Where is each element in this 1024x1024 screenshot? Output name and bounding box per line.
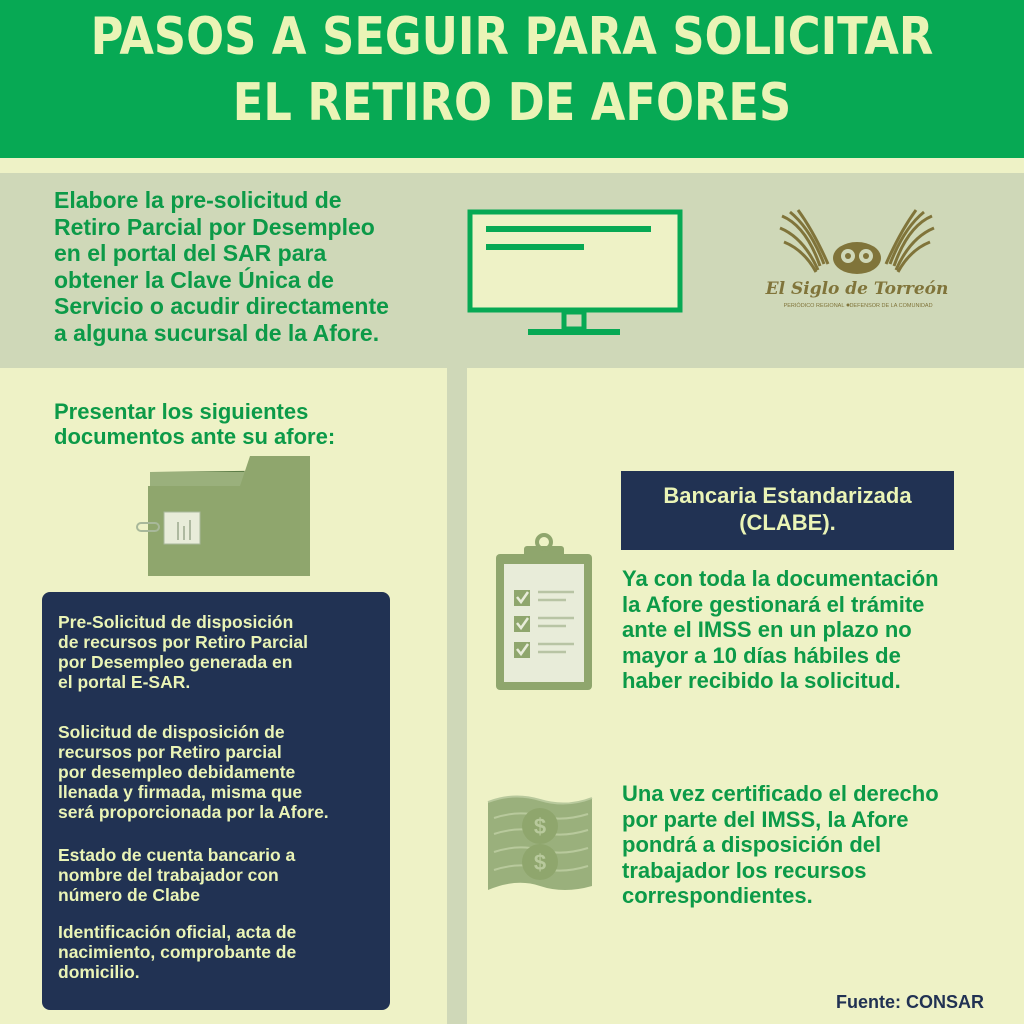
document-item <box>58 922 378 982</box>
monitor-icon <box>466 208 684 338</box>
document-line: domicilio. <box>58 962 140 982</box>
step-1-text <box>54 187 434 346</box>
document-line: número de Clabe <box>58 885 200 905</box>
source-credit: Fuente: CONSAR <box>836 992 984 1012</box>
document-line: el portal E-SAR. <box>58 672 191 692</box>
clabe-line: Bancaria Estandarizada <box>663 483 912 508</box>
document-line: nacimiento, comprobante de <box>58 942 297 962</box>
document-line: recursos por Retiro parcial <box>58 742 282 762</box>
document-line: Pre-Solicitud de disposición <box>58 612 294 632</box>
step-3-line: ante el IMSS en un plazo no <box>622 617 912 642</box>
step-1-line: Elabore la pre-solicitud de <box>54 187 342 213</box>
document-line: por desempleo debidamente <box>58 762 296 782</box>
step-3-line: haber recibido la solicitud. <box>622 668 901 693</box>
document-line: de recursos por Retiro Parcial <box>58 632 308 652</box>
step-2-heading <box>54 399 414 449</box>
clabe-line: (CLABE). <box>739 510 836 535</box>
logo-tag-right: DEFENSOR DE LA COMUNIDAD <box>849 303 933 309</box>
step-1-line: Retiro Parcial por Desempleo <box>54 213 375 240</box>
svg-text:$: $ <box>533 850 547 875</box>
step-2-heading-line: Presentar los siguientes <box>54 399 309 424</box>
step-4-line: por parte del IMSS, la Afore <box>622 806 909 832</box>
folder-icon <box>134 452 314 580</box>
title-line-1: PASOS A SEGUIR PARA SOLICITAR <box>90 7 934 67</box>
document-item <box>58 722 378 822</box>
logo-name: El Siglo de Torreón <box>765 279 949 299</box>
document-line: nombre del trabajador con <box>58 865 279 885</box>
document-item <box>58 612 378 692</box>
page-title <box>72 4 953 136</box>
step-4-text <box>622 781 1002 909</box>
step-1-line: en el portal del SAR para <box>54 240 327 266</box>
money-icon <box>484 790 596 902</box>
el-siglo-logo <box>765 208 949 312</box>
step-4-line: Una vez certificado el derecho <box>622 781 939 806</box>
document-line: Solicitud de disposición de <box>58 722 285 742</box>
document-line: Identificación oficial, acta de <box>58 922 297 942</box>
clipboard-icon <box>494 532 594 692</box>
document-item <box>58 845 378 905</box>
step-4-line: pondrá a disposición del <box>622 832 882 857</box>
svg-text:$: $ <box>533 814 547 839</box>
step-1-line: obtener la Clave Única de <box>54 266 334 293</box>
title-line-2: EL RETIRO DE AFORES <box>232 73 792 133</box>
step-3-text <box>622 566 1002 694</box>
step-4-line: correspondientes. <box>622 883 813 908</box>
document-line: Estado de cuenta bancario a <box>58 845 296 865</box>
step-3-line: Ya con toda la documentación <box>622 566 939 591</box>
document-line: será proporcionada por la Afore. <box>58 802 329 822</box>
document-line: llenada y firmada, misma que <box>58 782 303 802</box>
step-1-line: a alguna sucursal de la Afore. <box>54 319 380 346</box>
step-3-line: mayor a 10 días hábiles de <box>622 642 901 668</box>
step-2-heading-line: documentos ante su afore: <box>54 424 336 449</box>
step-4-line: trabajador los recursos <box>622 857 867 883</box>
document-line: por Desempleo generada en <box>58 652 293 672</box>
column-divider <box>447 368 467 1024</box>
step-3-line: la Afore gestionará el trámite <box>622 591 925 617</box>
clabe-text <box>621 482 954 536</box>
logo-tag-left: PERIÓDICO REGIONAL <box>783 303 845 309</box>
step-1-line: Servicio o acudir directamente <box>54 293 389 319</box>
